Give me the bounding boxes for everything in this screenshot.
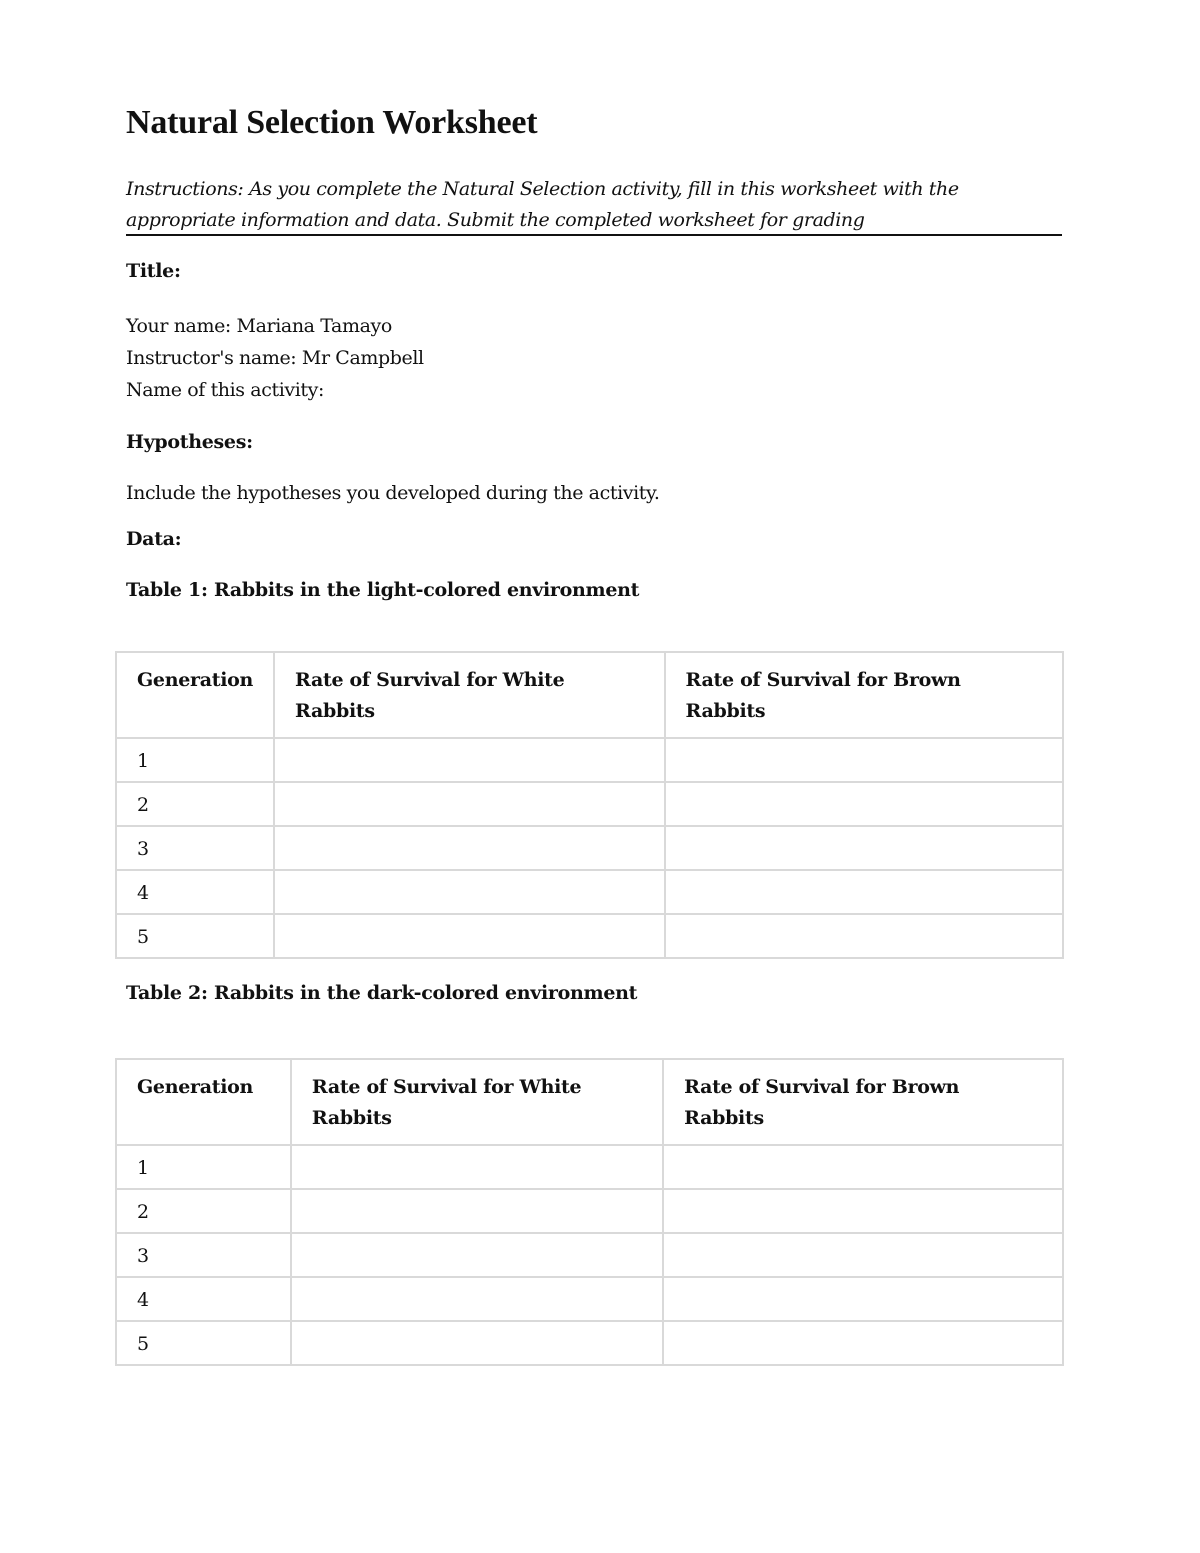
title-label: Title:: [126, 260, 181, 282]
table1-caption: Table 1: Rabbits in the light-colored environment: [126, 579, 640, 601]
table2-cell-generation: 1: [116, 1145, 291, 1189]
table1-cell-white[interactable]: [274, 870, 665, 914]
table-row: [116, 1233, 1063, 1277]
table1-cell-brown[interactable]: [665, 782, 1063, 826]
table1-cell-brown[interactable]: [665, 826, 1063, 870]
table2-caption: Table 2: Rabbits in the dark-colored environment: [126, 982, 638, 1004]
table2-cell-brown[interactable]: [663, 1277, 1063, 1321]
table-row: [116, 826, 1063, 870]
data-label: Data:: [126, 528, 182, 550]
table2-cell-white[interactable]: [291, 1233, 663, 1277]
table1-header-brown: Rate of Survival for Brown Rabbits: [665, 652, 1063, 738]
table1-cell-white[interactable]: [274, 914, 665, 958]
table2-cell-generation: 3: [116, 1233, 291, 1277]
table1-cell-generation: 5: [116, 914, 274, 958]
table2-cell-generation: 4: [116, 1277, 291, 1321]
table1-cell-white[interactable]: [274, 826, 665, 870]
instructor-name-line: Instructor's name: Mr Campbell: [126, 347, 424, 369]
table2-cell-brown[interactable]: [663, 1233, 1063, 1277]
table-row: [116, 1145, 1063, 1189]
table-row: [116, 738, 1063, 782]
table1-header-generation: Generation: [116, 652, 274, 738]
table1-cell-brown[interactable]: [665, 870, 1063, 914]
table2-header-generation: Generation: [116, 1059, 291, 1145]
hypotheses-text: Include the hypotheses you developed during the activity.: [126, 482, 660, 504]
table1-cell-generation: 1: [116, 738, 274, 782]
table2: [115, 1058, 1064, 1366]
table-row: [116, 1189, 1063, 1233]
table1-cell-brown[interactable]: [665, 914, 1063, 958]
page-title: Natural Selection Worksheet: [126, 104, 538, 141]
table1-cell-white[interactable]: [274, 738, 665, 782]
table1: [115, 651, 1064, 959]
table2-header-brown: Rate of Survival for Brown Rabbits: [663, 1059, 1063, 1145]
table2-header-white: Rate of Survival for White Rabbits: [291, 1059, 663, 1145]
table-row: [116, 782, 1063, 826]
activity-name-line: Name of this activity:: [126, 379, 324, 401]
table2-cell-white[interactable]: [291, 1277, 663, 1321]
table1-cell-white[interactable]: [274, 782, 665, 826]
table2-cell-generation: 2: [116, 1189, 291, 1233]
table2-cell-white[interactable]: [291, 1321, 663, 1365]
table2-cell-brown[interactable]: [663, 1189, 1063, 1233]
table-row: [116, 914, 1063, 958]
table1-cell-brown[interactable]: [665, 738, 1063, 782]
info-block: [126, 310, 424, 406]
your-name-line: Your name: Mariana Tamayo: [126, 315, 392, 337]
table1-cell-generation: 2: [116, 782, 274, 826]
table2-cell-brown[interactable]: [663, 1321, 1063, 1365]
table2-cell-white[interactable]: [291, 1189, 663, 1233]
table-row: [116, 1277, 1063, 1321]
table1-header-row: [116, 652, 1063, 738]
table-row: [116, 1321, 1063, 1365]
table2-cell-brown[interactable]: [663, 1145, 1063, 1189]
table-row: [116, 870, 1063, 914]
hypotheses-label: Hypotheses:: [126, 431, 253, 453]
table2-header-row: [116, 1059, 1063, 1145]
table1-cell-generation: 4: [116, 870, 274, 914]
table1-cell-generation: 3: [116, 826, 274, 870]
table1-header-white: Rate of Survival for White Rabbits: [274, 652, 665, 738]
instructions-text: Instructions: As you complete the Natural Selection activity, fill in this worksheet with the appropriate information and data. Submit the completed worksheet for grading: [126, 174, 1062, 236]
table2-cell-generation: 5: [116, 1321, 291, 1365]
table2-cell-white[interactable]: [291, 1145, 663, 1189]
